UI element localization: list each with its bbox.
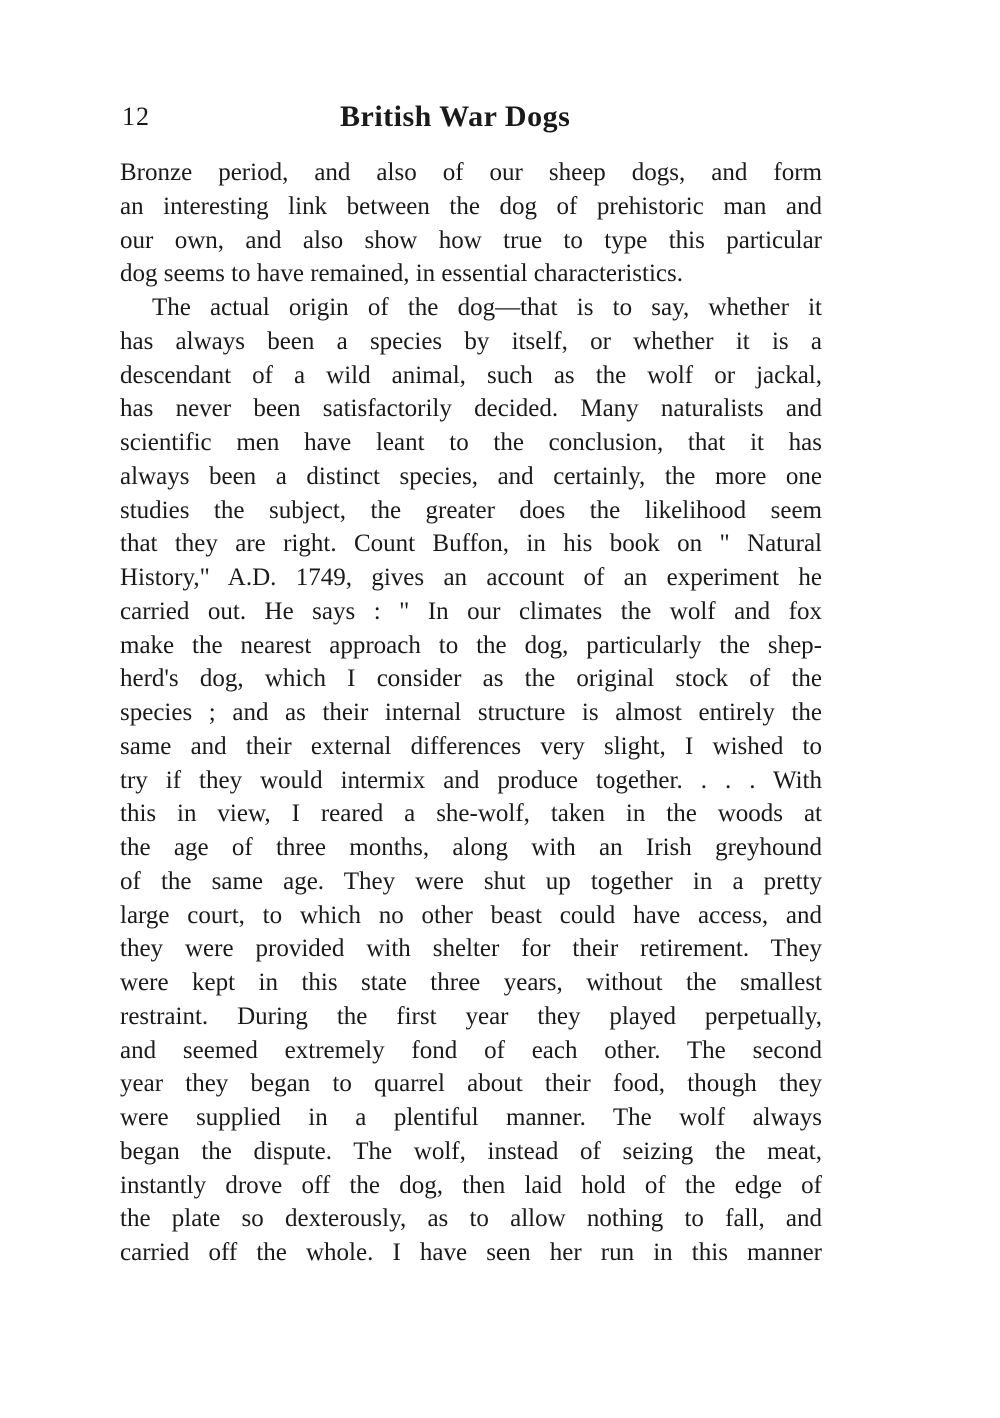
- text-line: species ; and as their internal structure is almost entirely the: [120, 699, 822, 726]
- text-line: of the same age. They were shut up together in a pretty: [120, 867, 822, 895]
- text-line: carried out. He says : " In our climates the wolf and fox: [120, 597, 822, 625]
- text-line: the plate so dexterously, as to allow nothing to fall, and: [120, 1205, 822, 1233]
- running-title: British War Dogs: [340, 100, 571, 133]
- text-line: History," A.D. 1749, gives an account of an experiment he: [120, 564, 822, 591]
- text-line: The actual origin of the dog—that is to say, whether it: [152, 294, 822, 321]
- body-text: [120, 156, 822, 1270]
- text-line: an interesting link between the dog of prehistoric man and: [120, 192, 822, 220]
- text-line: always been a distinct species, and certainly, the more one: [120, 462, 822, 490]
- text-line: has never been satisfactorily decided. Many naturalists and: [120, 395, 822, 423]
- text-line: restraint. During the first year they played perpetually,: [120, 1002, 822, 1030]
- text-line: same and their external differences very slight, I wished to: [120, 732, 822, 760]
- text-line: that they are right. Count Buffon, in his book on " Natural: [120, 530, 822, 558]
- text-line: were kept in this state three years, without the smallest: [120, 969, 822, 996]
- text-line: Bronze period, and also of our sheep dogs, and form: [120, 159, 822, 186]
- text-line: try if they would intermix and produce together. . . . With: [120, 766, 822, 794]
- page-number: 12: [122, 102, 150, 131]
- text-line: dog seems to have remained, in essential characteristics.: [120, 260, 683, 288]
- text-line: and seemed extremely fond of each other. The second: [120, 1036, 822, 1064]
- text-line: descendant of a wild animal, such as the wolf or jackal,: [120, 361, 822, 389]
- text-line: has always been a species by itself, or whether it is a: [120, 327, 822, 355]
- text-line: began the dispute. The wolf, instead of seizing the meat,: [120, 1137, 822, 1165]
- text-line: our own, and also show how true to type this particular: [120, 226, 822, 254]
- page-header: [122, 100, 822, 140]
- text-line: the age of three months, along with an Irish greyhound: [120, 834, 822, 861]
- text-line: studies the subject, the greater does the likelihood seem: [120, 496, 822, 524]
- text-line: make the nearest approach to the dog, particularly the shep-: [120, 631, 822, 659]
- text-line: large court, to which no other beast could have access, and: [120, 901, 822, 929]
- text-line: herd's dog, which I consider as the original stock of the: [120, 665, 822, 693]
- text-line: instantly drove off the dog, then laid hold of the edge of: [120, 1171, 822, 1199]
- text-line: scientific men have leant to the conclusion, that it has: [120, 429, 822, 456]
- text-line: this in view, I reared a she-wolf, taken in the woods at: [120, 800, 822, 828]
- text-line: were supplied in a plentiful manner. The wolf always: [120, 1104, 822, 1131]
- text-line: year they began to quarrel about their food, though they: [120, 1070, 822, 1098]
- text-line: carried off the whole. I have seen her run in this manner: [120, 1239, 822, 1266]
- text-line: they were provided with shelter for their retirement. They: [120, 935, 822, 963]
